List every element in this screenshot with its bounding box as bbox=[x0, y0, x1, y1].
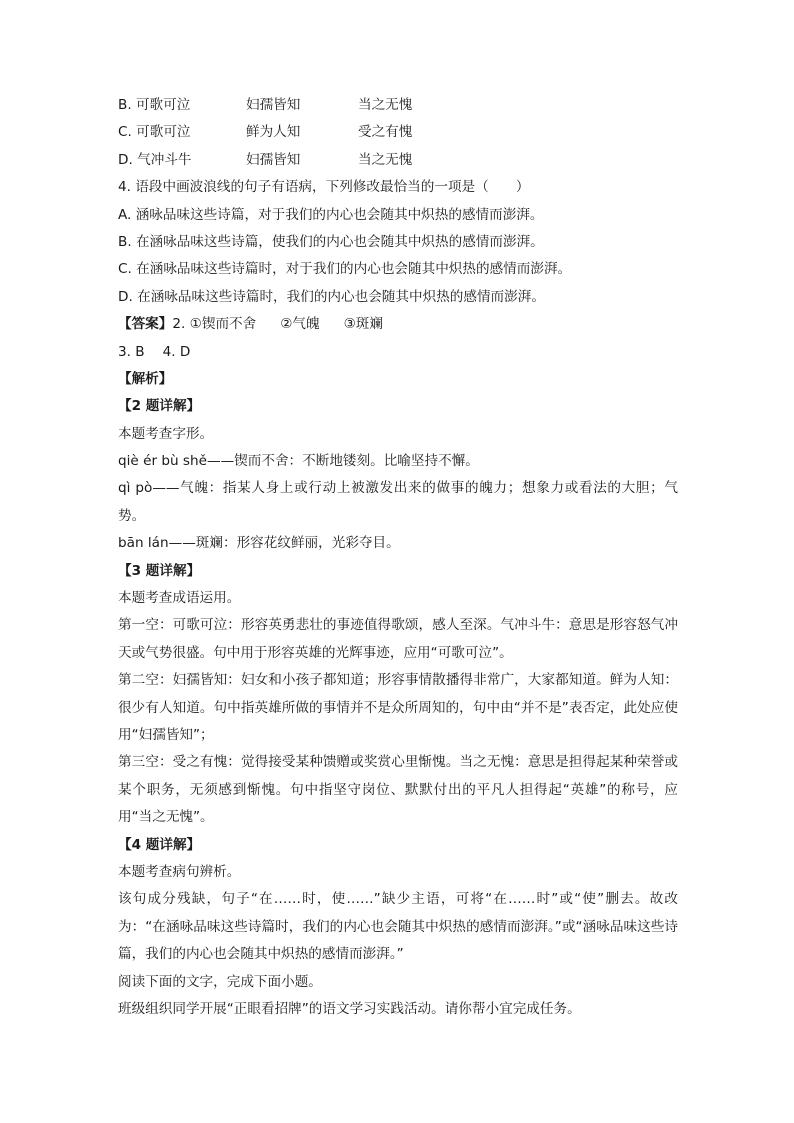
answer-tag: 【答案】 bbox=[118, 316, 173, 333]
q2-line-1: qiè ér bù shě——锲而不舍：不断地镂刻。比喻坚持不懈。 bbox=[118, 453, 479, 470]
option-col3: 受之有愧 bbox=[358, 124, 413, 141]
option-c bbox=[118, 119, 678, 146]
question-4-choice-b: B. 在涵咏品味这些诗篇，使我们的内心也会随其中炽热的感情而澎湃。 bbox=[118, 233, 544, 250]
answer-3: 3. B bbox=[118, 343, 145, 360]
document-page bbox=[118, 92, 678, 1023]
option-b bbox=[118, 92, 678, 119]
q3-intro: 本题考查成语运用。 bbox=[118, 590, 241, 607]
question-4-stem: 4. 语段中画波浪线的句子有语病，下列修改最恰当的一项是（ ） bbox=[118, 179, 530, 196]
option-col3: 当之无愧 bbox=[358, 97, 413, 113]
option-d bbox=[118, 147, 678, 174]
option-col2: 妇孺皆知 bbox=[246, 151, 301, 168]
question-4-choice-c: C. 在涵咏品味这些诗篇时，对于我们的内心也会随其中炽热的感情而澎湃。 bbox=[118, 261, 572, 278]
q3-para-3: 第三空：受之有愧：觉得接受某种馈赠或奖赏心里惭愧。当之无愧：意思是担得起某种荣誉或某个职务，无须感到惭愧。句中指坚守岗位、默默付出的平凡人担得起“英雄”的称号，应用“当之无愧”。 bbox=[118, 754, 678, 826]
answer-2-1: 2. ①锲而不舍 bbox=[172, 316, 257, 333]
question-4-choice-a: A. 涵咏品味这些诗篇，对于我们的内心也会随其中炽热的感情而澎湃。 bbox=[118, 206, 544, 223]
option-col3: 当之无愧 bbox=[358, 151, 413, 168]
option-label: C. 可歌可泣 bbox=[118, 124, 191, 141]
q3-detail-tag: 【3 题详解】 bbox=[118, 562, 201, 579]
q2-intro: 本题考查字形。 bbox=[118, 425, 214, 442]
q3-para-1: 第一空：可歌可泣：形容英勇悲壮的事迹值得歌颂，感人至深。气冲斗牛：意思是形容怒气冲天或气势很盛。句中用于形容英雄的光辉事迹，应用“可歌可泣”。 bbox=[118, 617, 678, 661]
reading-instruction: 阅读下面的文字，完成下面小题。 bbox=[118, 973, 322, 990]
answer-2-2: ②气魄 bbox=[280, 316, 320, 333]
option-col2: 妇孺皆知 bbox=[246, 97, 301, 113]
q2-detail-tag: 【2 题详解】 bbox=[118, 398, 201, 415]
analysis-tag: 【解析】 bbox=[118, 370, 173, 387]
q4-detail-tag: 【4 题详解】 bbox=[118, 836, 201, 853]
option-col2: 鲜为人知 bbox=[246, 124, 301, 141]
q2-line-2: qì pò——气魄：指某人身上或行动上被激发出来的做事的魄力；想象力或看法的大胆；气势。 bbox=[118, 480, 678, 524]
answer-line-2 bbox=[118, 339, 678, 366]
answer-line-1 bbox=[118, 311, 678, 338]
activity-description: 班级组织同学开展“正眼看招牌”的语文学习实践活动。请你帮小宜完成任务。 bbox=[118, 1001, 581, 1018]
q4-intro: 本题考查病句辨析。 bbox=[118, 864, 241, 881]
q3-para-2: 第二空：妇孺皆知：妇女和小孩子都知道；形容事情散播得非常广，大家都知道。鲜为人知：很少有人知道。句中指英雄所做的事情并不是众所周知的，句中由“并不是”表否定，此处应使用“妇孺皆知”； bbox=[118, 672, 678, 744]
question-4-choice-d: D. 在涵咏品味这些诗篇时，我们的内心也会随其中炽热的感情而澎湃。 bbox=[118, 288, 545, 305]
option-label: D. 气冲斗牛 bbox=[118, 151, 192, 168]
option-label: B. 可歌可泣 bbox=[118, 97, 191, 113]
q4-para-1: 该句成分残缺，句子“在……时，使……”缺少主语，可将“在……时”或“使”删去。故改为：“在涵咏品味这些诗篇时，我们的内心也会随其中炽热的感情而澎湃。”或“涵咏品味这些诗篇，我们的内心也会随其中炽热的感情而澎湃。” bbox=[118, 891, 678, 963]
answer-4: 4. D bbox=[162, 343, 191, 360]
q2-line-3: bān lán——斑斓：形容花纹鲜丽，光彩夺目。 bbox=[118, 535, 400, 552]
answer-2-3: ③斑斓 bbox=[343, 316, 383, 333]
